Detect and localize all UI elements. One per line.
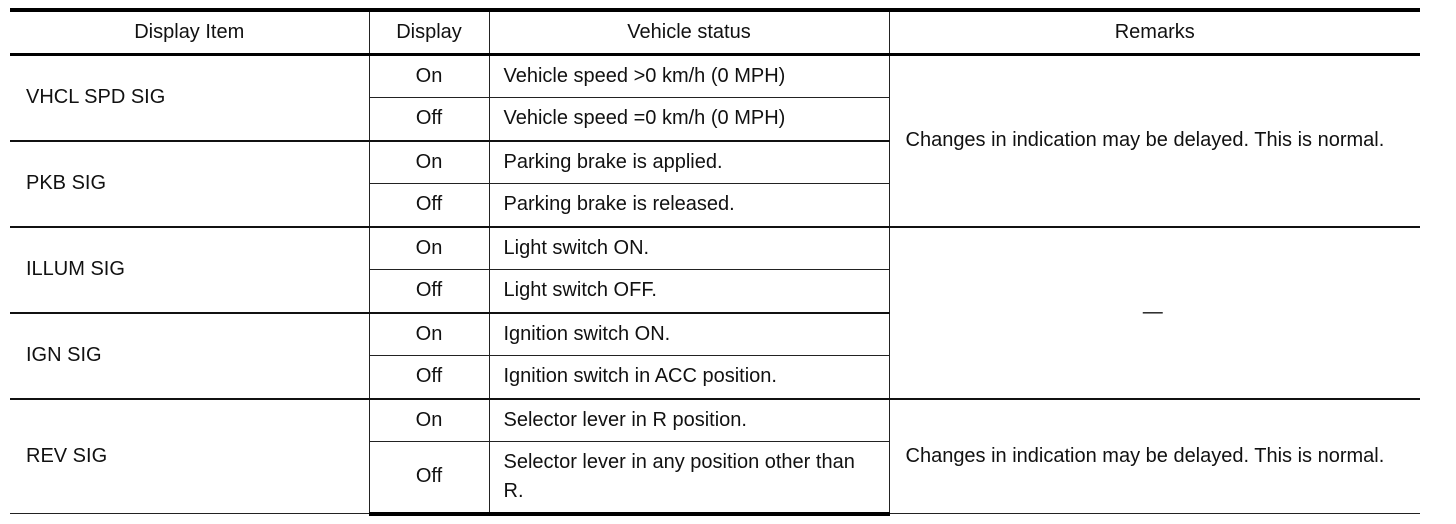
vehicle-status-cell: Ignition switch ON. — [489, 313, 889, 356]
display-cell: On — [369, 227, 489, 270]
display-cell: Off — [369, 356, 489, 399]
display-cell: Off — [369, 184, 489, 227]
header-vehicle-status: Vehicle status — [489, 10, 889, 55]
table-header-row — [10, 10, 1420, 55]
display-item-cell: IGN SIG — [10, 313, 369, 399]
table-row — [10, 399, 1420, 442]
display-item-table-container — [10, 8, 1420, 516]
vehicle-status-cell: Light switch ON. — [489, 227, 889, 270]
display-cell: On — [369, 399, 489, 442]
display-item-cell: REV SIG — [10, 399, 369, 514]
vehicle-status-cell: Selector lever in any position other than R. — [489, 442, 889, 514]
display-item-table — [10, 8, 1420, 516]
vehicle-status-cell: Parking brake is released. — [489, 184, 889, 227]
header-display: Display — [369, 10, 489, 55]
remarks-cell: Changes in indication may be delayed. This is normal. — [889, 55, 1420, 227]
display-cell: Off — [369, 442, 489, 514]
display-cell: Off — [369, 270, 489, 313]
header-remarks: Remarks — [889, 10, 1420, 55]
display-cell: On — [369, 141, 489, 184]
remarks-cell: Changes in indication may be delayed. This is normal. — [889, 399, 1420, 514]
table-row — [10, 55, 1420, 98]
vehicle-status-cell: Parking brake is applied. — [489, 141, 889, 184]
table-row — [10, 227, 1420, 270]
display-item-cell: PKB SIG — [10, 141, 369, 227]
display-cell: Off — [369, 98, 489, 141]
header-display-item: Display Item — [10, 10, 369, 55]
display-item-cell: VHCL SPD SIG — [10, 55, 369, 141]
vehicle-status-cell: Selector lever in R position. — [489, 399, 889, 442]
display-cell: On — [369, 55, 489, 98]
display-item-cell: ILLUM SIG — [10, 227, 369, 313]
vehicle-status-cell: Vehicle speed >0 km/h (0 MPH) — [489, 55, 889, 98]
remarks-cell: — — [889, 227, 1420, 399]
vehicle-status-cell: Vehicle speed =0 km/h (0 MPH) — [489, 98, 889, 141]
display-cell: On — [369, 313, 489, 356]
vehicle-status-cell: Ignition switch in ACC position. — [489, 356, 889, 399]
vehicle-status-cell: Light switch OFF. — [489, 270, 889, 313]
